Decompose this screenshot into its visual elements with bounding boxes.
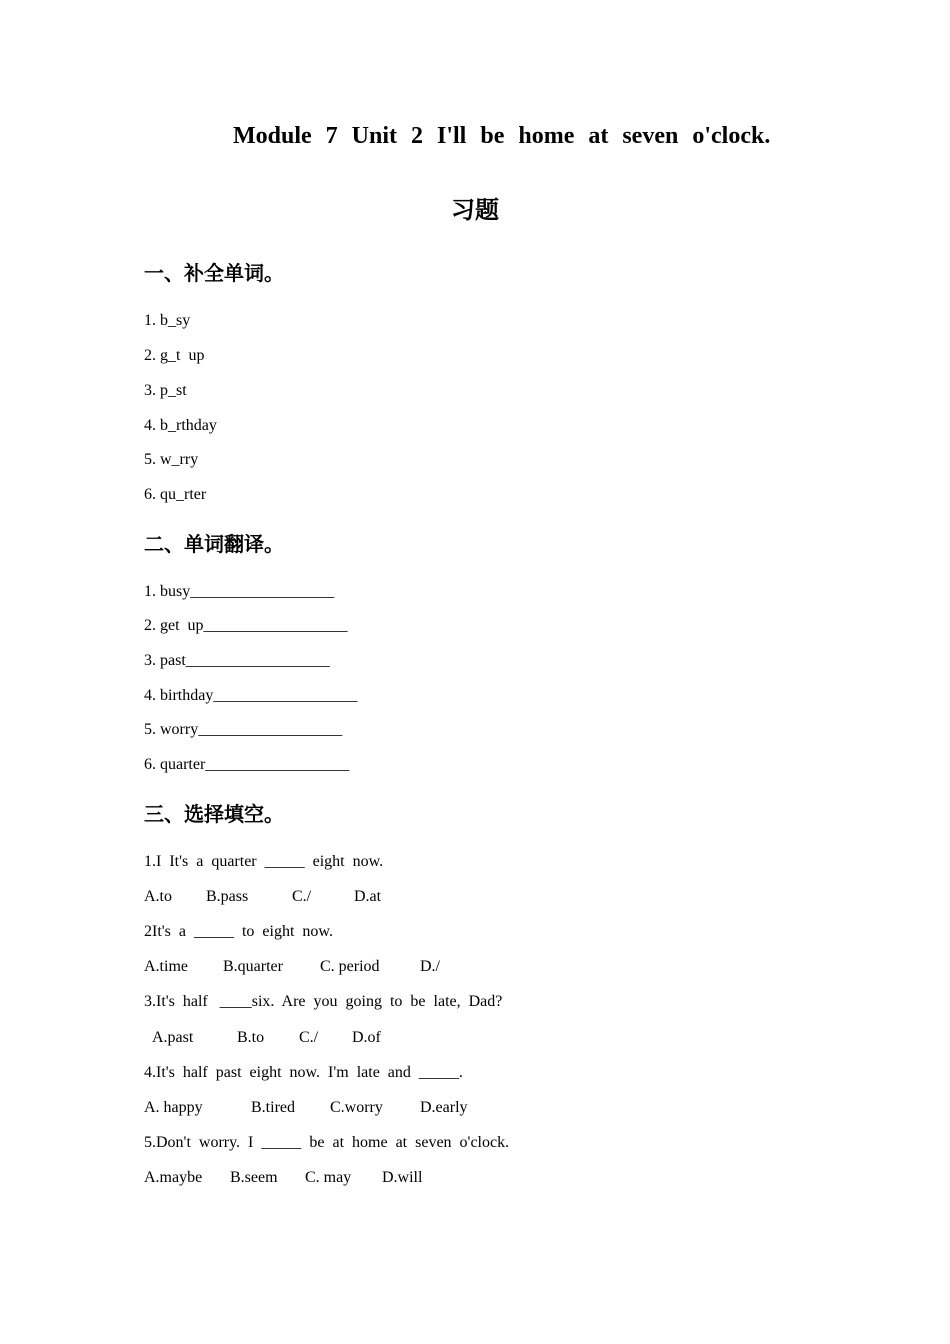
option: D.will [382, 1169, 423, 1186]
list-item: 5. w_rry [144, 451, 199, 468]
question-text: 3.It's half ____six. Are you going to be late, Dad? [144, 993, 503, 1010]
question-options [152, 1028, 381, 1048]
section-heading-multiple-choice: 三、选择填空。 [144, 802, 284, 826]
option: D./ [420, 958, 440, 975]
list-item: 5. worry__________________ [144, 721, 343, 738]
option: C./ [292, 888, 312, 905]
option: C. period [320, 958, 380, 975]
option: A.past [152, 1029, 194, 1046]
option: A.to [144, 888, 172, 905]
option: C./ [299, 1029, 319, 1046]
list-item: 2. get up__________________ [144, 617, 348, 634]
option: C.worry [330, 1099, 383, 1116]
option: D.at [354, 888, 382, 905]
question-text: 5.Don't worry. I _____ be at home at seven o'clock. [144, 1134, 510, 1151]
question-text: 2It's a _____ to eight now. [144, 923, 333, 940]
list-item: 4. birthday__________________ [144, 687, 358, 704]
question-options [144, 957, 440, 977]
section-heading-translate-words: 二、单词翻译。 [144, 532, 284, 556]
option: A.time [144, 958, 188, 975]
option: B.quarter [223, 958, 283, 975]
section-heading-fill-words: 一、补全单词。 [144, 261, 284, 285]
list-item: 2. g_t up [144, 347, 205, 364]
option: D.of [352, 1029, 381, 1046]
question-text: 4.It's half past eight now. I'm late and _____. [144, 1064, 463, 1081]
list-item: 1. b_sy [144, 312, 191, 329]
option: B.seem [230, 1169, 278, 1186]
question-options [144, 1168, 422, 1188]
list-item: 3. p_st [144, 382, 187, 399]
question-options [144, 887, 381, 907]
document-title: Module 7 Unit 2 I'll be home at seven o'clock. [233, 123, 771, 149]
list-item: 6. quarter__________________ [144, 756, 350, 773]
list-item: 1. busy__________________ [144, 583, 335, 600]
list-item: 3. past__________________ [144, 652, 330, 669]
list-item: 6. qu_rter [144, 486, 207, 503]
document-subtitle: 习题 [451, 196, 499, 224]
option: C. may [305, 1169, 352, 1186]
option: B.pass [206, 888, 249, 905]
option: B.tired [251, 1099, 295, 1116]
option: A. happy [144, 1099, 203, 1116]
option: B.to [237, 1029, 265, 1046]
question-text: 1.I It's a quarter _____ eight now. [144, 853, 384, 870]
question-options [144, 1098, 468, 1118]
option: D.early [420, 1099, 468, 1116]
list-item: 4. b_rthday [144, 417, 217, 434]
option: A.maybe [144, 1169, 203, 1186]
